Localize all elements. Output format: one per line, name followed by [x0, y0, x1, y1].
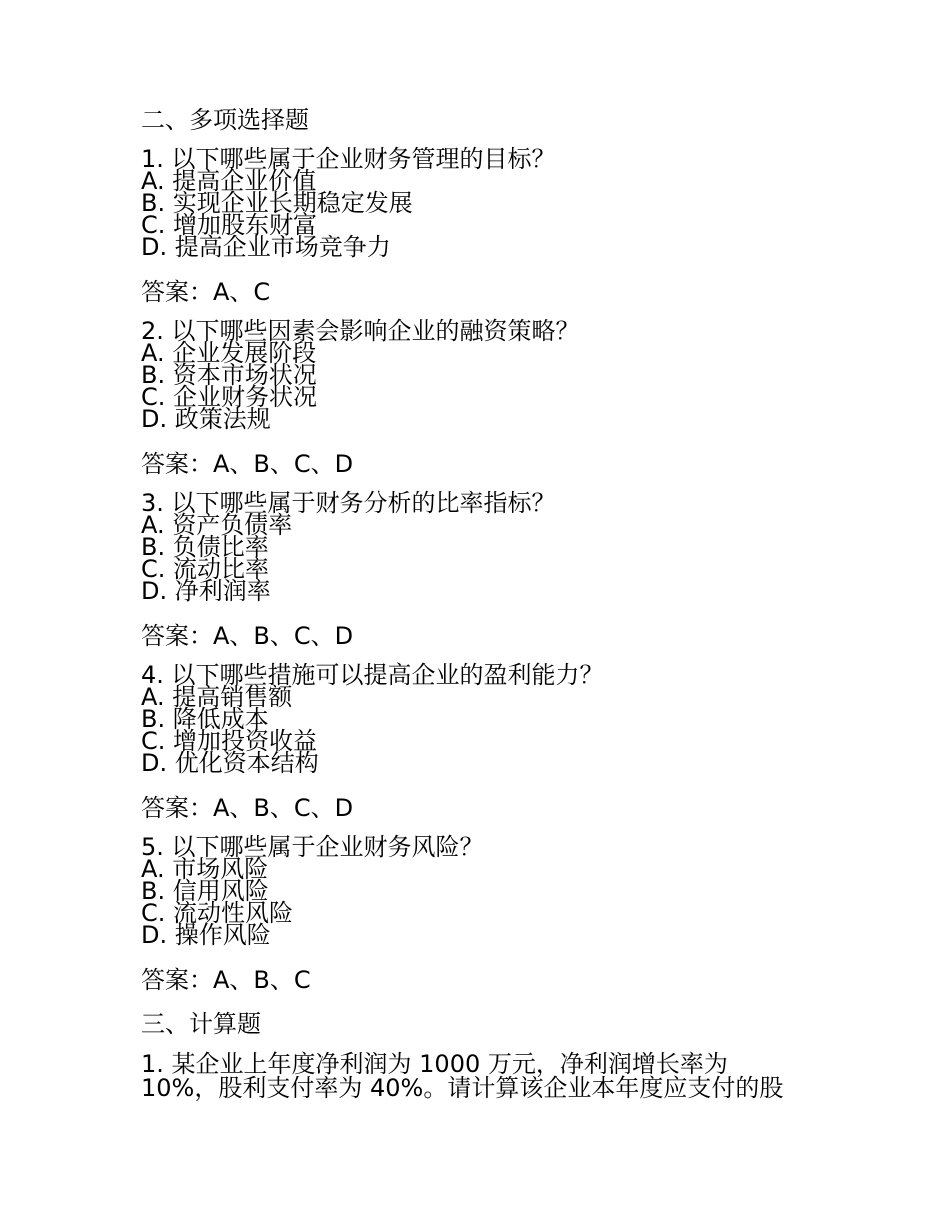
option-c: C. 流动比率: [141, 555, 270, 583]
answer-2: 答案：A、B、C、D: [141, 450, 354, 478]
option-b: B. 实现企业长期稳定发展: [141, 189, 413, 217]
answer-4: 答案：A、B、C、D: [141, 794, 354, 822]
option-d: D. 净利润率: [141, 577, 271, 605]
option-a: A. 市场风险: [141, 855, 269, 883]
question-stem: 2. 以下哪些因素会影响企业的融资策略？: [141, 317, 580, 345]
question-5: [141, 833, 841, 949]
option-a: A. 提高销售额: [141, 683, 293, 711]
option-c: C. 流动性风险: [141, 899, 294, 927]
option-b: B. 资本市场状况: [141, 361, 317, 389]
option-b: B. 信用风险: [141, 877, 269, 905]
section-heading-calculation: 三、计算题: [141, 1010, 261, 1038]
question-stem: 4. 以下哪些措施可以提高企业的盈利能力？: [141, 661, 604, 689]
answer-1: 答案：A、C: [141, 278, 271, 306]
option-b: B. 降低成本: [141, 705, 269, 733]
option-c: C. 增加股东财富: [141, 211, 318, 239]
question-stem: 5. 以下哪些属于企业财务风险？: [141, 833, 484, 861]
page-content: [141, 104, 841, 1100]
option-c: C. 企业财务状况: [141, 383, 318, 411]
question-3: [141, 489, 841, 605]
option-d: D. 优化资本结构: [141, 749, 319, 777]
section-heading-multiple-choice: 二、多项选择题: [141, 106, 309, 134]
question-2: [141, 317, 841, 433]
option-d: D. 提高企业市场竞争力: [141, 233, 391, 261]
question-stem: 3. 以下哪些属于财务分析的比率指标？: [141, 489, 556, 517]
calc-question-line: 10%，股利支付率为 40%。请计算该企业本年度应支付的股: [141, 1074, 784, 1102]
question-stem: 1. 以下哪些属于企业财务管理的目标？: [141, 145, 556, 173]
calc-question-line: 1. 某企业上年度净利润为 1000 万元，净利润增长率为: [141, 1050, 728, 1078]
option-a: A. 企业发展阶段: [141, 339, 317, 367]
calc-question-1: [141, 1052, 841, 1100]
option-c: C. 增加投资收益: [141, 727, 318, 755]
option-d: D. 政策法规: [141, 405, 271, 433]
question-1: [141, 145, 841, 261]
answer-5: 答案：A、B、C: [141, 966, 311, 994]
option-d: D. 操作风险: [141, 921, 271, 949]
answer-3: 答案：A、B、C、D: [141, 622, 354, 650]
option-a: A. 提高企业价值: [141, 167, 317, 195]
option-a: A. 资产负债率: [141, 511, 293, 539]
option-b: B. 负债比率: [141, 533, 269, 561]
question-4: [141, 661, 841, 777]
